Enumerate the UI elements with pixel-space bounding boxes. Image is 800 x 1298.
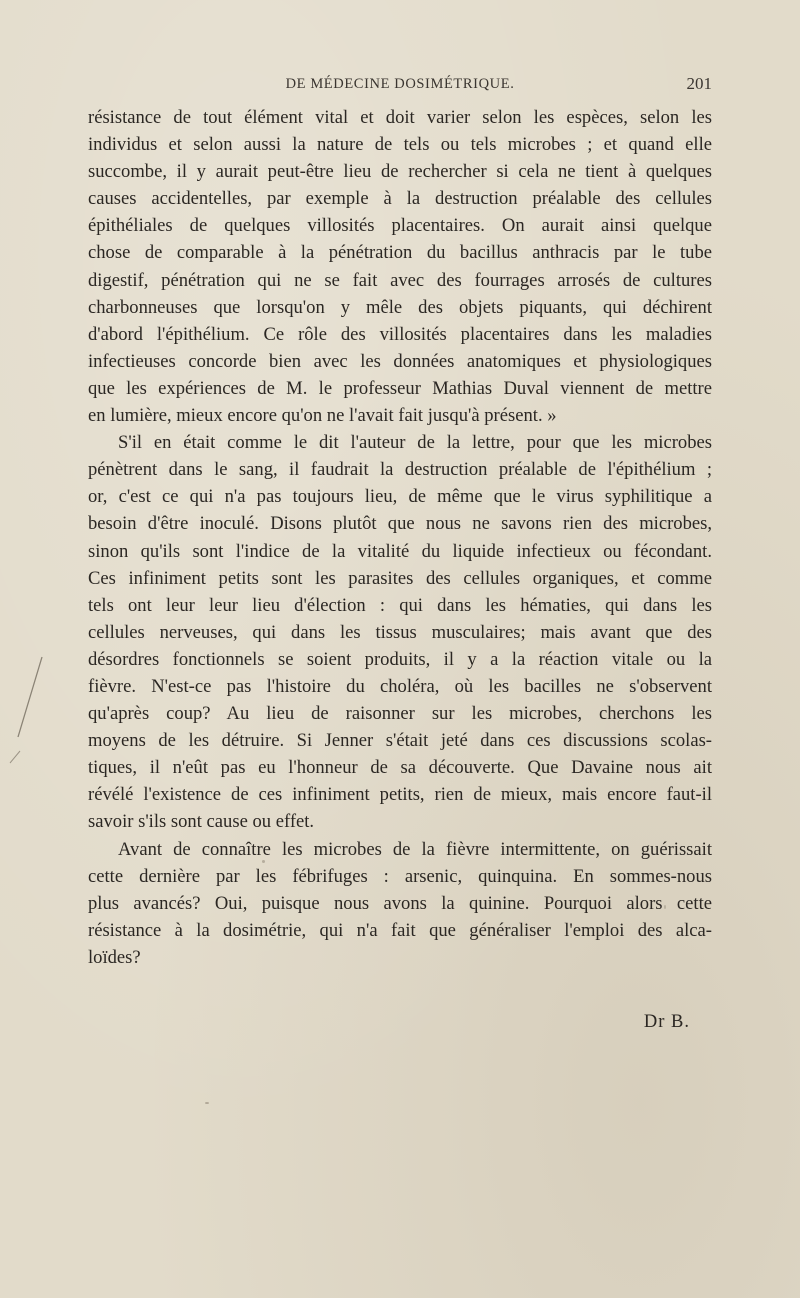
text-line: en lumière, mieux encore qu'on ne l'avait fait jusqu'à présent. » <box>88 405 557 427</box>
paper-speck <box>664 905 666 909</box>
paper-speck <box>205 1102 209 1104</box>
text-line: épithéliales de quelques villosités placentaires. On aurait ainsi quelque <box>88 215 712 237</box>
text-line: charbonneuses que lorsqu'on y mêle des objets piquants, qui déchirent <box>88 296 712 318</box>
text-line: révélé l'existence de ces infiniment petits, rien de mieux, mais encore faut-il <box>88 784 712 806</box>
text-line: succombe, il y aurait peut-être lieu de rechercher si cela ne tient à quelques <box>88 161 712 183</box>
text-line: tels ont leur leur lieu d'élection : qui dans les hématies, qui dans les <box>88 594 712 616</box>
text-line: besoin d'être inoculé. Disons plutôt que nous ne savons rien des microbes, <box>88 513 712 535</box>
text-line: S'il en était comme le dit l'auteur de la lettre, pour que les microbes <box>118 432 712 454</box>
text-line: tiques, il n'eût pas eu l'honneur de sa découverte. Que Davaine nous ait <box>88 757 712 779</box>
text-line: plus avancés? Oui, puisque nous avons la quinine. Pourquoi alors cette <box>88 892 712 914</box>
text-line: moyens de les détruire. Si Jenner s'était jeté dans ces discussions scolas- <box>88 730 712 752</box>
signature: Dr B. <box>643 1012 690 1032</box>
text-line: infectieuses concorde bien avec les données anatomiques et physiologiques <box>88 350 712 372</box>
text-line: pénètrent dans le sang, il faudrait la destruction préalable de l'épithélium ; <box>88 459 712 481</box>
text-line: savoir s'ils sont cause ou effet. <box>88 811 315 833</box>
text-line: Avant de connaître les microbes de la fièvre intermittente, on guérissait <box>118 838 712 860</box>
text-line: chose de comparable à la pénétration du bacillus anthracis par le tube <box>88 242 712 264</box>
text-line: sinon qu'ils sont l'indice de la vitalité du liquide infectieux ou fécondant. <box>88 540 712 562</box>
body-text <box>88 104 712 971</box>
paragraph-1 <box>88 104 712 429</box>
text-line: digestif, pénétration qui ne se fait avec des fourrages arrosés de cultures <box>88 269 712 291</box>
text-line: fièvre. N'est-ce pas l'histoire du choléra, où les bacilles ne s'observent <box>88 675 712 697</box>
text-line: cette dernière par les fébrifuges : arsenic, quinquina. En sommes-nous <box>88 865 712 887</box>
text-line: or, c'est ce qui n'a pas toujours lieu, de même que le virus syphilitique a <box>88 486 712 508</box>
text-line: individus et selon aussi la nature de tels ou tels microbes ; et quand elle <box>88 134 712 156</box>
text-line: que les expériences de M. le professeur Mathias Duval viennent de mettre <box>88 377 712 399</box>
text-line: loïdes? <box>88 946 141 968</box>
text-line: causes accidentelles, par exemple à la destruction préalable des cellules <box>88 188 712 210</box>
pencil-margin-mark <box>8 655 48 765</box>
running-header <box>88 74 712 98</box>
paper-speck <box>262 860 265 863</box>
text-line: d'abord l'épithélium. Ce rôle des villosités placentaires dans les maladies <box>88 323 712 345</box>
text-line: résistance de tout élément vital et doit varier selon les espèces, selon les <box>88 107 712 128</box>
running-title: DE MÉDECINE DOSIMÉTRIQUE. <box>285 76 515 92</box>
paragraph-2 <box>88 429 712 835</box>
text-line: Ces infiniment petits sont les parasites des cellules organiques, et comme <box>88 567 712 589</box>
page-number: 201 <box>686 74 712 93</box>
paragraph-3 <box>88 836 712 971</box>
text-line: résistance à la dosimétrie, qui n'a fait que généraliser l'emploi des alca- <box>88 919 712 941</box>
text-line: désordres fonctionnels se soient produits, il y a la réaction vitale ou la <box>88 648 712 670</box>
text-line: qu'après coup? Au lieu de raisonner sur les microbes, cherchons les <box>88 703 712 725</box>
text-line: cellules nerveuses, qui dans les tissus musculaires; mais avant que des <box>88 621 712 643</box>
